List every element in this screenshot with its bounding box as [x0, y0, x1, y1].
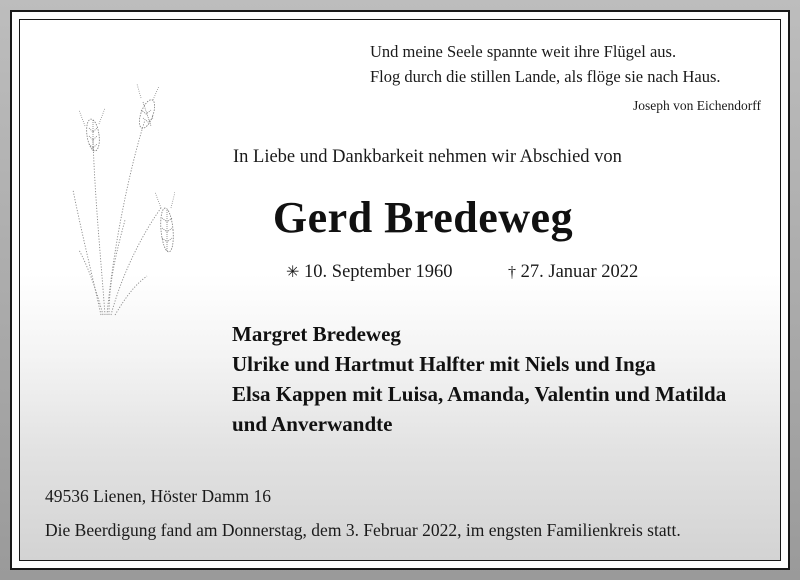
mourner-line: Elsa Kappen mit Luisa, Amanda, Valentin und Matilda: [232, 382, 727, 406]
mourner-line: Ulrike und Hartmut Halfter mit Niels und Inga: [232, 352, 656, 376]
notice-frame: [10, 10, 790, 570]
poem-line-2: Flog durch die stillen Lande, als flöge sie nach Haus.: [370, 67, 721, 86]
mourners-list: [232, 319, 726, 439]
mourner-line: Margret Bredeweg: [232, 322, 401, 346]
poem-author: Joseph von Eichendorff: [633, 98, 761, 113]
mourner-line: und Anverwandte: [232, 412, 393, 436]
death-date: 27. Januar 2022: [520, 262, 639, 282]
poem-line-1: Und meine Seele spannte weit ihre Flügel aus.: [370, 42, 677, 61]
notice-inner-border: [19, 19, 781, 561]
poem-quote: [370, 39, 770, 89]
death-date-group: [508, 262, 638, 283]
funeral-note: Die Beerdigung fand am Donnerstag, dem 3. Februar 2022, im engsten Familienkreis statt.: [45, 520, 681, 540]
birth-star-icon: ✳: [286, 264, 300, 281]
address: 49536 Lienen, Höster Damm 16: [45, 486, 271, 506]
life-dates: [286, 262, 639, 283]
birth-date: 10. September 1960: [304, 262, 453, 282]
death-cross-icon: †: [508, 264, 516, 281]
intro-text: In Liebe und Dankbarkeit nehmen wir Abschied von: [233, 147, 622, 167]
deceased-name: Gerd Bredeweg: [272, 193, 574, 242]
